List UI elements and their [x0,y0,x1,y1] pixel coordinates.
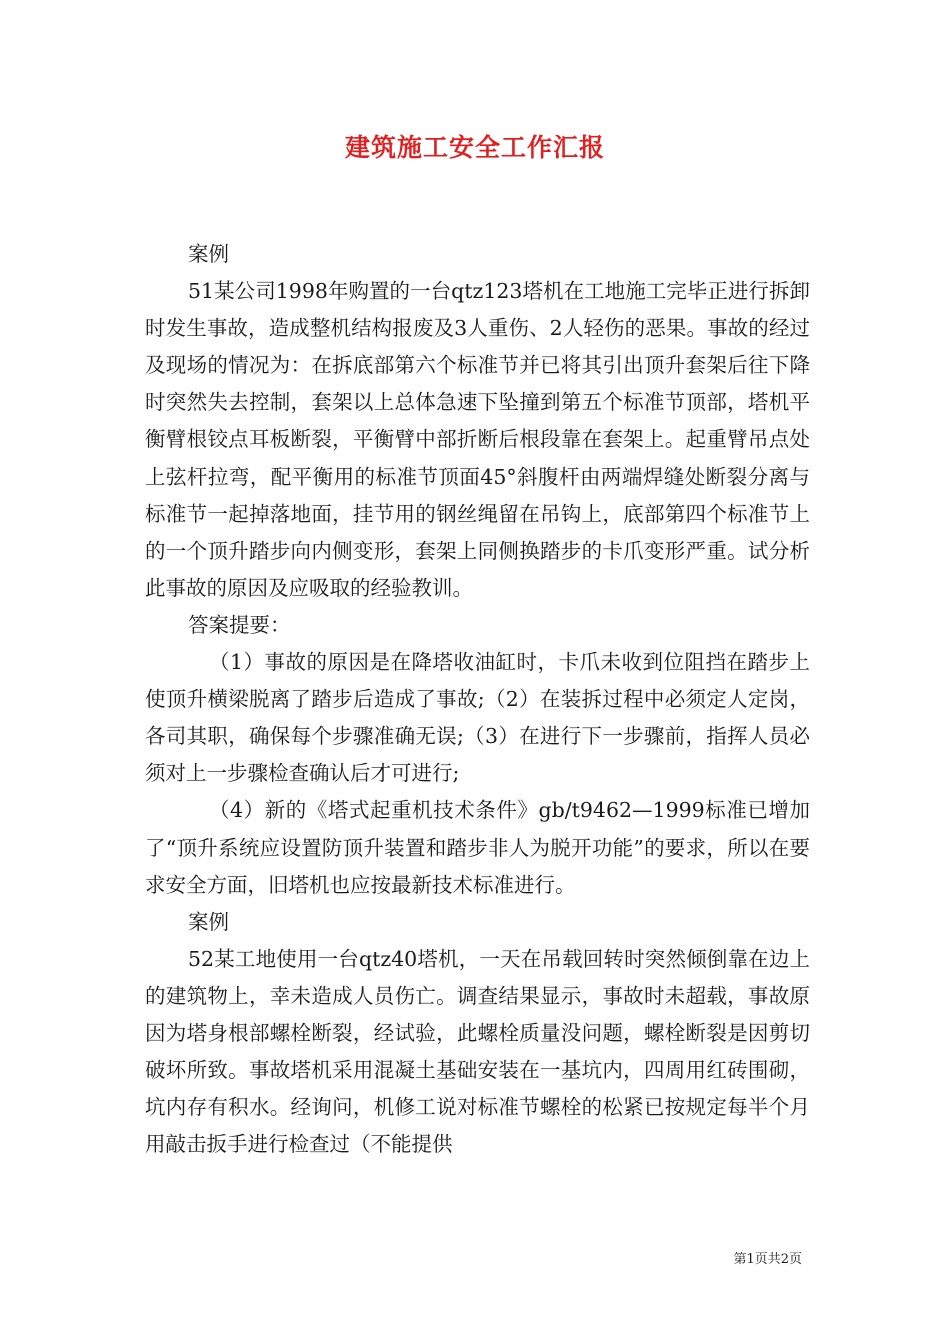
page-number: 第1页共2页 [733,1252,802,1267]
paragraph-answer-4: （4）新的《塔式起重机技术条件》gb/t9462—1999标准已增加了“顶升系统应设置防顶升装置和踏步非人为脱开功能”的要求，所以在要求安全方面，旧塔机也应按最新技术标准进行。 [145,798,810,897]
paragraph-case-heading-1: 案例 [188,242,229,266]
document-body [145,236,810,1163]
paragraph-answer-heading: 答案提要： [188,612,291,637]
paragraph-case-heading-2: 案例 [188,909,229,934]
paragraph-case-52: 52某工地使用一台qtz40塔机，一天在吊载回转时突然倾倒靠在边上的建筑物上，幸未造成人员伤亡。调查结果显示，事故时未超载，事故原因为塔身根部螺栓断裂，经试验，此螺栓质量没问题，螺栓断裂是因剪切破坏所致。事故塔机采用混凝土基础安装在一基坑内，四周用红砖围砌，坑内存有积水。经询问，机修工说对标准节螺栓的松紧已按规定每半个月用敲击扳手进行检查过（不能提供 [145,946,810,1157]
paragraph-answer-1-3: （1）事故的原因是在降塔收油缸时，卡爪未收到位阻挡在踏步上使顶升横梁脱离了踏步后造成了事故;（2）在装拆过程中必须定人定岗，各司其职，确保每个步骤准确无误;（3）在进行下一步骤前，指挥人员必须对上一步骤检查确认后才可进行; [145,650,810,786]
document-title: 建筑施工安全工作汇报 [344,133,605,162]
paragraph-case-51: 51某公司1998年购置的一台qtz123塔机在工地施工完毕正进行拆卸时发生事故，造成整机结构报废及3人重伤、2人轻伤的恶果。事故的经过及现场的情况为：在拆底部第六个标准节并已将其引出顶升套架后往下降时突然失去控制，套架以上总体急速下坠撞到第五个标准节顶部，塔机平衡臂根铰点耳板断裂，平衡臂中部折断后根段靠在套架上。起重臂吊点处上弦杆拉弯，配平衡用的标准节顶面45°斜腹杆由两端焊缝处断裂分离与标准节一起掉落地面，挂节用的钢丝绳留在吊钩上，底部第四个标准节上的一个顶升踏步向内侧变形，套架上同侧换踏步的卡爪变形严重。试分析此事故的原因及应吸取的经验教训。 [145,279,810,600]
